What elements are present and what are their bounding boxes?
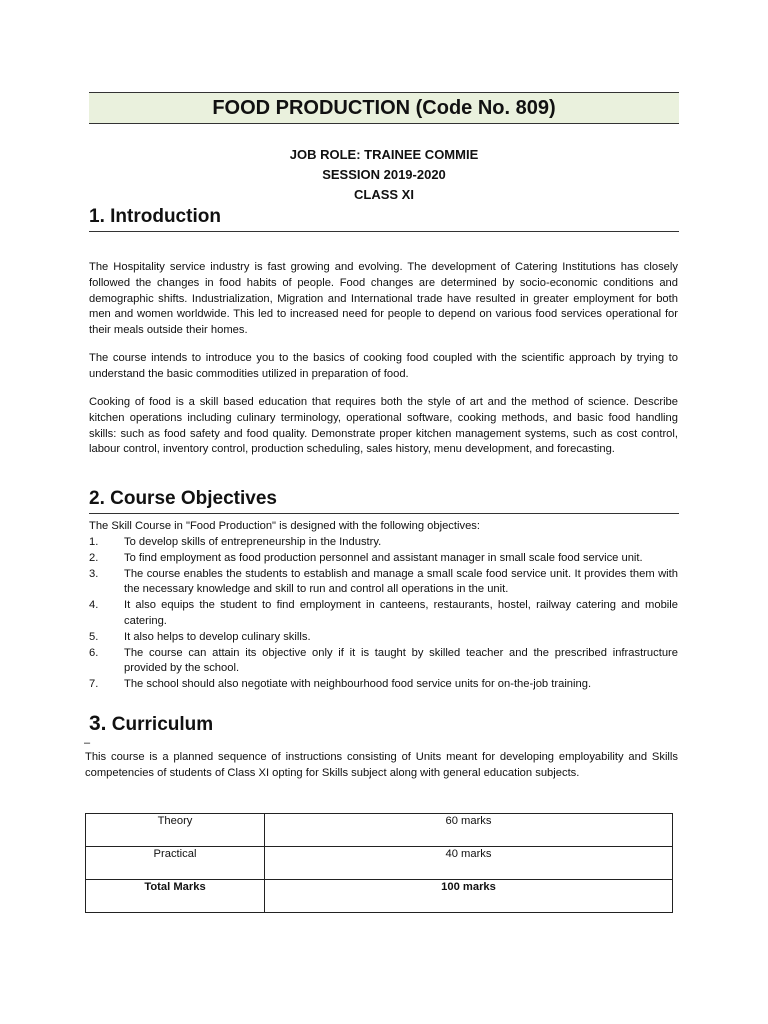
curriculum-heading	[89, 712, 679, 739]
list-item	[89, 646, 678, 678]
objectives-list	[89, 535, 678, 693]
class-label: CLASS XI	[354, 187, 414, 202]
item-text: The course can attain its objective only if it is taught by skilled teacher and the prescribed infrastructure provided by the school.	[124, 646, 678, 675]
list-item	[89, 551, 678, 567]
item-number: 4.	[89, 599, 99, 612]
introduction-heading: 1. Introduction	[89, 206, 679, 232]
intro-paragraph-3: Cooking of food is a skill based education that requires both the style of art and the method of science. Describe kitchen operations including culinary terminology, operational software, cooking methods, and basic food handling skills: such as food safety and food quality. Demonstrate proper kitchen management systems, such as cost control, labour control, inventory control, production scheduling, sales history, menu development, and forecasting.	[89, 396, 678, 456]
item-number: 1.	[89, 536, 99, 548]
dash-mark: –	[84, 737, 91, 749]
curriculum-heading-text: Curriculum	[106, 714, 214, 735]
table-row	[86, 814, 673, 847]
table-row-total	[86, 880, 673, 913]
item-text: It also helps to develop culinary skills.	[124, 630, 311, 643]
table-cell-label: Theory	[86, 814, 265, 847]
session: SESSION 2019-2020	[322, 167, 446, 182]
item-number: 5.	[89, 630, 99, 643]
table-cell-label: Practical	[86, 847, 265, 880]
item-number: 2.	[89, 551, 99, 564]
list-item	[89, 630, 678, 646]
list-item	[89, 598, 678, 630]
list-item	[89, 677, 678, 693]
item-text: It also equips the student to find employment in canteens, restaurants, hostel, railway catering and mobile catering.	[124, 599, 678, 627]
marks-table	[85, 813, 673, 913]
item-text: The school should also negotiate with neighbourhood food service units for on-the-job training.	[124, 678, 592, 691]
table-cell-value: 40 marks	[265, 847, 673, 880]
item-text: To find employment as food production personnel and assistant manager in small scale food service unit.	[124, 551, 643, 564]
item-number: 3.	[89, 567, 99, 580]
table-row	[86, 847, 673, 880]
job-role: JOB ROLE: TRAINEE COMMIE	[289, 147, 479, 162]
intro-paragraph-1: The Hospitality service industry is fast growing and evolving. The development of Catering Institutions has closely followed the changes in food habits of people. Food changes are determined by socio-economic conditions and demographic shifts. Industrialization, Migration and International trade have resulted in greater employment for both men and women worldwide. This led to increased need for people to depend on various food services operational for their meals outside their homes.	[89, 261, 678, 337]
curriculum-heading-number: 3.	[89, 712, 107, 735]
objectives-heading: 2. Course Objectives	[89, 488, 679, 514]
item-text: To develop skills of entrepreneurship in the Industry.	[124, 536, 382, 548]
item-number: 6.	[89, 646, 99, 659]
list-item	[89, 535, 678, 551]
document-title: FOOD PRODUCTION (Code No. 809)	[89, 92, 679, 124]
table-cell-value: 100 marks	[265, 880, 673, 913]
curriculum-paragraph: This course is a planned sequence of instructions consisting of Units meant for developing employability and Skills competencies of students of Class XI opting for Skills subject along with general education subjects.	[85, 751, 678, 779]
table-cell-value: 60 marks	[265, 814, 673, 847]
objectives-intro: The Skill Course in "Food Production" is designed with the following objectives:	[89, 520, 481, 532]
item-text: The course enables the students to establish and manage a small scale food service unit. It provides them with the necessary knowledge and skill to run and control all operations in the unit.	[124, 567, 678, 596]
list-item	[89, 567, 678, 599]
table-cell-label: Total Marks	[86, 880, 265, 913]
item-number: 7.	[89, 678, 99, 691]
intro-paragraph-2: The course intends to introduce you to the basics of cooking food coupled with the scientific approach by trying to understand the basic commodities utilized in preparation of food.	[89, 352, 678, 380]
